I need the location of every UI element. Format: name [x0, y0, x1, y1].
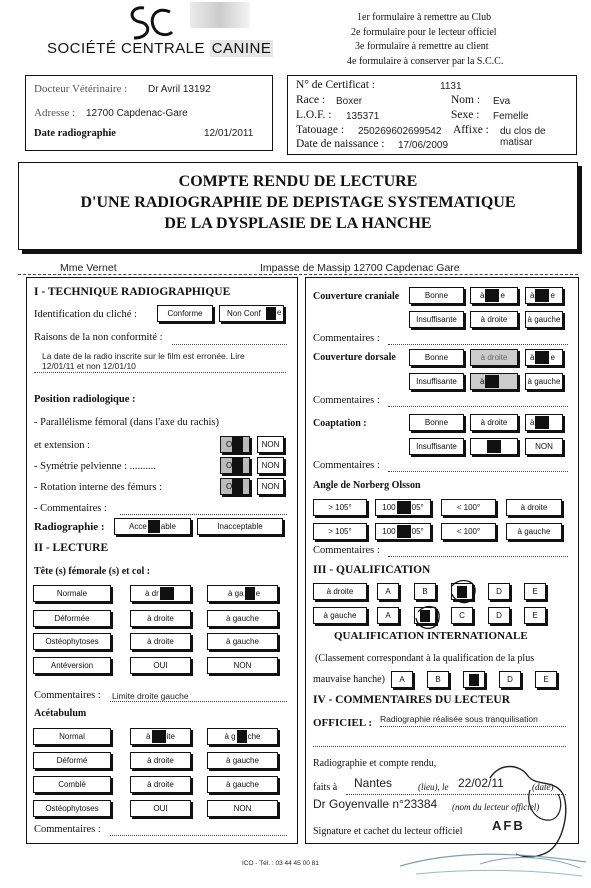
cranial-bonne-checkbox[interactable]: Bonne — [409, 287, 464, 304]
raisons-text-1: La date de la radio inscrite sur le film est erronée. Lire — [42, 351, 245, 361]
rotation-oui-checkbox[interactable]: O — [220, 478, 250, 495]
owner-name: Mme Vernet — [60, 262, 117, 274]
extension-non-checkbox[interactable]: NON — [257, 436, 284, 453]
norberg-1-gt105-checkbox[interactable]: > 105° — [313, 499, 367, 516]
radio-compte-label: Radiographie et compte rendu, — [313, 758, 437, 769]
dorsale-insuffisante-gauche-checkbox[interactable]: à gauche — [525, 373, 563, 390]
extension-label: et extension : — [34, 440, 90, 451]
logo-scribble — [190, 2, 250, 28]
coaptation-bonne-gauche-checkbox[interactable]: à — [525, 414, 563, 431]
classement-line-1: (Classement correspondant à la qualification de la plus — [315, 653, 535, 664]
grade-droite-a[interactable]: A — [377, 583, 399, 600]
dotted-line — [388, 344, 568, 345]
norberg-2-gt105-checkbox[interactable]: > 105° — [313, 523, 367, 540]
ident-label: Identification du cliché : — [34, 309, 137, 320]
conforme-checkbox[interactable]: Conforme — [157, 305, 213, 322]
hand-circle-marks — [400, 572, 490, 634]
dorsale-label: Couverture dorsale — [313, 352, 396, 363]
acet-deforme-checkbox[interactable]: Déformé — [33, 752, 111, 769]
title-line-2: D'UNE RADIOGRAPHIE DE DEPISTAGE SYSTEMATIQUE — [80, 194, 516, 211]
dorsale-bonne-gauche-checkbox[interactable]: à e — [525, 349, 563, 366]
commentaires-technique-label: - Commentaires : — [34, 503, 107, 514]
acet-deforme-gauche-checkbox[interactable]: à gauche — [207, 752, 278, 769]
extension-oui-checkbox[interactable]: O — [220, 436, 250, 453]
scc-logo — [110, 4, 180, 44]
org-name: SOCIÉTÉ CENTRALE CANINE — [47, 40, 272, 57]
coaptation-insuffisante-oui-checkbox[interactable] — [470, 438, 518, 455]
commentaires-tete-value: Limite droite gauche — [112, 691, 189, 701]
reader-label: (nom du lecteur officiel) — [452, 802, 540, 812]
acet-normal-gauche-checkbox[interactable]: à g che — [207, 728, 278, 745]
owner-rule — [18, 274, 578, 275]
tete-label: Tête (s) fémorale (s) et col : — [34, 566, 151, 577]
anteversion-checkbox[interactable]: Antéversion — [33, 657, 111, 674]
date-radio-label: Date radiographie — [34, 128, 116, 139]
qualif-droite-checkbox[interactable]: à droite — [313, 583, 367, 600]
vet-info-box — [25, 75, 273, 151]
lieu-value: Nantes — [354, 776, 393, 790]
title-line-1: COMPTE RENDU DE LECTURE — [178, 173, 418, 190]
race-value: Boxer — [336, 96, 363, 107]
cert-label: N° de Certificat : — [296, 79, 376, 91]
lof-label: L.O.F. : — [296, 109, 332, 121]
tete-osteophytoses-droite-checkbox[interactable]: à droite — [130, 633, 191, 650]
nom-label: Nom : — [451, 94, 481, 106]
dotted-line — [313, 746, 566, 747]
dorsale-insuffisante-droite-checkbox[interactable]: à — [470, 373, 518, 390]
non-conforme-tail: e — [277, 308, 282, 317]
acet-osteophytoses-non-checkbox[interactable]: NON — [207, 800, 278, 817]
acet-deforme-droite-checkbox[interactable]: à droite — [130, 752, 191, 769]
date-signature-label: (date) — [532, 782, 554, 792]
cranial-bonne-gauche-checkbox[interactable]: à e — [525, 287, 563, 304]
parallelisme-label: - Parallélisme fémoral (dans l'axe du rachis) — [34, 417, 219, 428]
grade-int-b[interactable]: B — [427, 671, 449, 688]
commentaires-tete-label: Commentaires : — [34, 690, 101, 701]
date-signature-value: 22/02/11 — [458, 776, 504, 790]
officiel-label: OFFICIEL : — [313, 717, 372, 729]
title-box — [18, 162, 578, 250]
reader-value: Dr Goyenvalle n°23384 — [313, 797, 438, 811]
radiographie-label: Radiographie : — [34, 521, 105, 533]
anteversion-oui-checkbox[interactable]: OUI — [130, 657, 191, 674]
docteur-label: Docteur Vétérinaire : — [34, 83, 128, 95]
docteur-value: Dr Avril 13192 — [148, 84, 211, 95]
qualif-gauche-checkbox[interactable]: à gauche — [313, 607, 367, 624]
tatouage-label: Tatouage : — [296, 124, 345, 136]
norberg-label: Angle de Norberg Olsson — [313, 480, 421, 491]
dotted-line — [388, 406, 568, 407]
acet-comble-checkbox[interactable]: Comblé — [33, 776, 111, 793]
tete-normale-gauche-checkbox[interactable]: à ga e — [207, 585, 278, 602]
commentaires-acet-label: Commentaires : — [34, 824, 101, 835]
symetrie-oui-checkbox[interactable]: O — [220, 457, 250, 474]
grade-gauche-d[interactable]: D — [488, 607, 510, 624]
race-label: Race : — [296, 94, 326, 106]
coaptation-bonne-droite-checkbox[interactable]: à droite — [470, 414, 518, 431]
cranial-insuffisante-checkbox[interactable]: Insuffisante — [409, 311, 464, 328]
signature-label: Signature et cachet du lecteur officiel — [313, 826, 463, 837]
grade-int-a[interactable]: A — [391, 671, 413, 688]
qualification-internationale: QUALIFICATION INTERNATIONALE — [334, 630, 528, 642]
dotted-line — [110, 701, 287, 702]
dorsale-insuffisante-checkbox[interactable]: Insuffisante — [409, 373, 464, 390]
cranial-insuffisante-gauche-checkbox[interactable]: à gauche — [525, 311, 563, 328]
grade-gauche-e[interactable]: E — [524, 607, 546, 624]
coaptation-label: Coaptation : — [313, 418, 367, 429]
tete-osteophytoses-gauche-checkbox[interactable]: à gauche — [207, 633, 278, 650]
date-radio-value: 12/01/2011 — [204, 128, 254, 139]
cranial-label: Couverture craniale — [313, 291, 400, 302]
faits-a-label: faits à — [313, 782, 338, 793]
acet-osteophytoses-checkbox[interactable]: Ostéophytoses — [33, 800, 111, 817]
raisons-text-2: 12/01/11 et non 12/01/10 — [42, 361, 136, 371]
acet-normal-checkbox[interactable]: Normal — [33, 728, 111, 745]
tete-deformee-checkbox[interactable]: Déformée — [33, 610, 111, 627]
grade-gauche-a[interactable]: A — [377, 607, 399, 624]
raisons-label: Raisons de la non conformité : — [34, 332, 163, 343]
acet-osteophytoses-oui-checkbox[interactable]: OUI — [130, 800, 191, 817]
tete-normale-droite-checkbox[interactable]: à dr — [130, 585, 191, 602]
inacceptable-checkbox[interactable]: Inacceptable — [197, 518, 283, 535]
dotted-line — [380, 726, 566, 727]
acet-comble-gauche-checkbox[interactable]: à gauche — [207, 776, 278, 793]
grade-int-d[interactable]: D — [499, 671, 521, 688]
affixe-label: Affixe : — [453, 124, 489, 136]
dotted-line — [34, 372, 286, 373]
grade-int-c[interactable] — [463, 671, 485, 688]
position-label: Position radiologique : — [34, 394, 136, 405]
naissance-value: 17/06/2009 — [398, 140, 449, 151]
tete-osteophytoses-checkbox[interactable]: Ostéophytoses — [33, 633, 111, 650]
dotted-line — [172, 344, 287, 345]
footer-text: ICO - Tél. : 03 44 45 00 81 — [242, 860, 319, 867]
adresse-label: Adresse : — [34, 107, 76, 119]
rotation-non-checkbox[interactable]: NON — [257, 478, 284, 495]
tete-normale-checkbox[interactable]: Normale — [33, 585, 111, 602]
symetrie-non-checkbox[interactable]: NON — [257, 457, 284, 474]
norberg-1-lt100-checkbox[interactable]: < 100° — [441, 499, 496, 516]
section-lecture: II - LECTURE — [34, 542, 109, 554]
section-commentaires-lecteur: IV - COMMENTAIRES DU LECTEUR — [313, 694, 511, 706]
commentaires-norberg-label: Commentaires : — [313, 545, 380, 556]
tatouage-value: 250269602699542 — [358, 126, 442, 137]
redaction-mark — [232, 479, 243, 494]
blue-ink-stroke — [396, 842, 591, 882]
norberg-2-lt100-checkbox[interactable]: < 100° — [441, 523, 496, 540]
symetrie-label: - Symétrie pelvienne : .......... — [34, 461, 156, 472]
affixe-value: du clos de matisar — [500, 126, 546, 148]
acetabulum-label: Acétabulum — [34, 708, 87, 719]
acet-comble-droite-checkbox[interactable]: à droite — [130, 776, 191, 793]
dotted-line — [388, 471, 568, 472]
copies-list: 1er formulaire à remettre au Club 2e formulaire pour le lecteur officiel 3e formulaire à remettre au client 4e formulaire à conserver par la S.C.C. — [347, 12, 504, 67]
redaction-mark — [232, 437, 243, 452]
dotted-line — [388, 556, 568, 557]
grade-gauche-c[interactable]: C — [451, 607, 473, 624]
owner-address: Impasse de Massip 12700 Capdenac Gare — [260, 262, 460, 274]
dorsale-bonne-droite-checkbox[interactable]: à droite — [470, 349, 518, 366]
section-technique: I - TECHNIQUE RADIOGRAPHIQUE — [34, 286, 231, 298]
acceptable-checkbox[interactable]: Acce able — [114, 518, 191, 535]
afb-stamp: AFB — [492, 818, 525, 833]
coaptation-insuffisante-checkbox[interactable]: Insuffisante — [409, 438, 464, 455]
tete-deformee-gauche-checkbox[interactable]: à gauche — [207, 610, 278, 627]
officiel-value: Radiographie réalisée sous tranquilisation — [380, 714, 538, 724]
grade-droite-d[interactable]: D — [488, 583, 510, 600]
classement-line-2: mauvaise hanche) — [313, 674, 385, 685]
coaptation-insuffisante-non-checkbox[interactable]: NON — [525, 438, 563, 455]
lieu-label: (lieu), le — [418, 782, 449, 792]
commentaires-cranial-label: Commentaires : — [313, 333, 380, 344]
rotation-label: - Rotation interne des fémurs : — [34, 482, 163, 493]
dotted-line — [110, 835, 287, 836]
sexe-label: Sexe : — [451, 109, 480, 121]
coaptation-bonne-checkbox[interactable]: Bonne — [409, 414, 464, 431]
cert-value: 1131 — [440, 81, 462, 92]
nom-value: Eva — [493, 96, 511, 107]
grade-droite-b[interactable]: B — [414, 583, 436, 600]
lof-value: 135371 — [346, 111, 380, 122]
commentaires-coaptation-label: Commentaires : — [313, 460, 380, 471]
norberg-1-droite-checkbox[interactable]: à droite — [506, 499, 562, 516]
tete-deformee-droite-checkbox[interactable]: à droite — [130, 610, 191, 627]
norberg-2-mid-checkbox[interactable]: 100 05° — [375, 523, 431, 540]
norberg-2-gauche-checkbox[interactable]: à gauche — [506, 523, 562, 540]
acet-normal-droite-checkbox[interactable]: à ite — [130, 728, 191, 745]
adresse-value: 12700 Capdenac-Gare — [86, 108, 188, 119]
redaction-mark — [232, 458, 243, 473]
sexe-value: Femelle — [493, 111, 529, 122]
dog-info-box — [287, 75, 577, 155]
norberg-1-mid-checkbox[interactable]: 100 05° — [375, 499, 431, 516]
commentaires-dorsale-label: Commentaires : — [313, 395, 380, 406]
non-conforme-checkbox[interactable]: Non Conf — [219, 305, 284, 322]
title-line-3: DE LA DYSPLASIE DE LA HANCHE — [164, 215, 432, 232]
dotted-line — [120, 514, 287, 515]
section-qualification: III - QUALIFICATION — [313, 564, 431, 576]
grade-droite-e[interactable]: E — [524, 583, 546, 600]
grade-int-e[interactable]: E — [535, 671, 557, 688]
cranial-bonne-droite-checkbox[interactable]: à e — [470, 287, 518, 304]
redaction-mark — [266, 307, 276, 320]
dorsale-bonne-checkbox[interactable]: Bonne — [409, 349, 464, 366]
cranial-insuffisante-droite-checkbox[interactable]: à droite — [470, 311, 518, 328]
naissance-label: Date de naissance : — [296, 138, 385, 150]
anteversion-non-checkbox[interactable]: NON — [207, 657, 278, 674]
